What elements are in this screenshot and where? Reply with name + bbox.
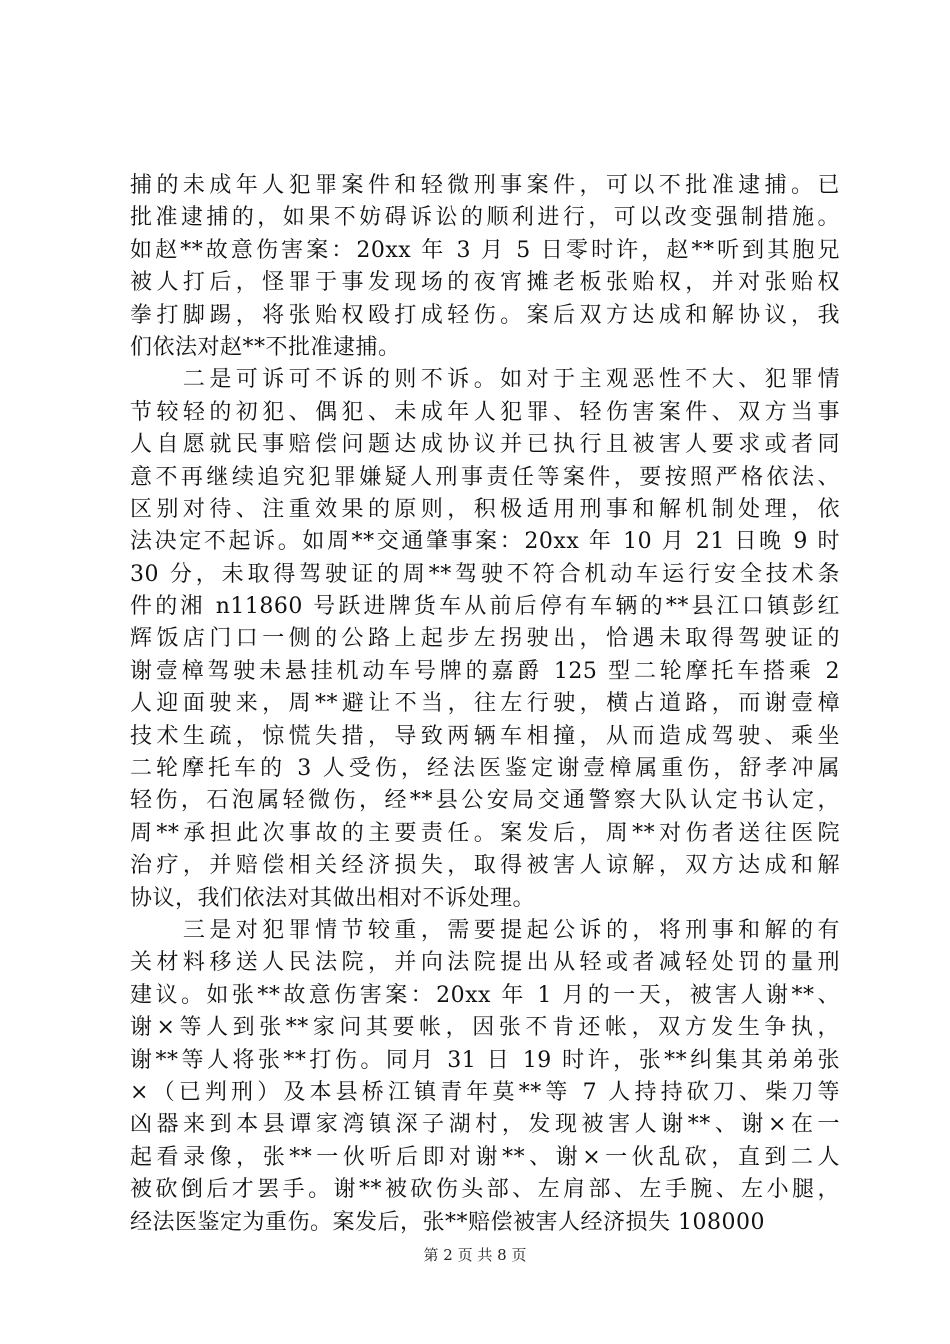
text-line: 轻伤，石泡属轻微伤，经**县公安局交通警察大队认定书认定，	[130, 788, 840, 814]
page-number-footer: 第 2 页 共 8 页	[423, 1246, 527, 1264]
text-line: 如赵**故意伤害案：20xx 年 3 月 5 日零时许，赵**听到其胞兄	[130, 237, 840, 263]
text-line: 人迎面驶来，周**避让不当，往左行驶，横占道路，而谢壹樟	[130, 691, 840, 717]
text-line: 经法医鉴定为重伤。案发后，张**赔偿被害人经济损失 108000	[130, 1209, 765, 1235]
text-line: 治疗，并赔偿相关经济损失，取得被害人谅解，双方达成和解	[130, 853, 840, 879]
text-line: 技术生疏，惊慌失措，导致两辆车相撞，从而造成驾驶、乘坐	[130, 723, 840, 749]
text-line: 辉饭店门口一侧的公路上起步左拐驶出，恰遇未取得驾驶证的	[130, 626, 840, 652]
text-line: 批准逮捕的，如果不妨碍诉讼的顺利进行，可以改变强制措施。	[130, 205, 840, 231]
text-line: 建议。如张**故意伤害案：20xx 年 1 月的一天，被害人谢**、	[130, 982, 840, 1008]
text-line: 们依法对赵**不批准逮捕。	[130, 334, 401, 360]
document-body	[130, 170, 840, 1239]
text-line: ×（已判刑）及本县桥江镇青年莫**等 7 人持持砍刀、柴刀等	[130, 1079, 840, 1105]
text-line: 协议，我们依法对其做出相对不诉处理。	[130, 885, 536, 911]
text-line: 谢**等人将张**打伤。同月 31 日 19 时许，张**纠集其弟弟张	[130, 1047, 840, 1073]
text-line: 30 分，未取得驾驶证的周**驾驶不符合机动车运行安全技术条	[130, 561, 840, 587]
text-line: 二轮摩托车的 3 人受伤，经法医鉴定谢壹樟属重伤，舒孝冲属	[130, 756, 840, 782]
text-line: 人自愿就民事赔偿问题达成协议并已执行且被害人要求或者同	[130, 432, 840, 458]
text-line: 三是对犯罪情节较重，需要提起公诉的，将刑事和解的有	[130, 917, 840, 943]
text-line: 谢×等人到张**家问其要帐，因张不肯还帐，双方发生争执，	[130, 1015, 840, 1041]
text-line: 被人打后，怪罪于事发现场的夜宵摊老板张贻权，并对张贻权	[130, 270, 840, 296]
text-line: 法决定不起诉。如周**交通肇事案：20xx 年 10 月 21 日晚 9 时	[130, 529, 840, 555]
text-line: 捕的未成年人犯罪案件和轻微刑事案件，可以不批准逮捕。已	[130, 173, 840, 198]
text-line: 谢壹樟驾驶未悬挂机动车号牌的嘉爵 125 型二轮摩托车搭乘 2	[130, 658, 840, 684]
text-line: 意不再继续追究犯罪嫌疑人刑事责任等案件，要按照严格依法、	[130, 464, 840, 490]
text-line: 关材料移送人民法院，并向法院提出从轻或者减轻处罚的量刑	[130, 950, 840, 976]
text-line: 二是可诉可不诉的则不诉。如对于主观恶性不大、犯罪情	[130, 367, 840, 393]
text-line: 周**承担此次事故的主要责任。案发后，周**对伤者送往医院	[130, 820, 840, 846]
text-line: 凶器来到本县谭家湾镇深子湖村，发现被害人谢**、谢×在一	[130, 1112, 840, 1138]
text-line: 起看录像，张**一伙听后即对谢**、谢×一伙乱砍，直到二人	[130, 1144, 840, 1170]
text-line: 拳打脚踢，将张贻权殴打成轻伤。案后双方达成和解协议，我	[130, 302, 840, 328]
text-line: 节较轻的初犯、偶犯、未成年人犯罪、轻伤害案件、双方当事	[130, 399, 840, 425]
text-line: 被砍倒后才罢手。谢**被砍伤头部、左肩部、左手腕、左小腿，	[130, 1177, 840, 1203]
text-line: 区别对待、注重效果的原则，积极适用刑事和解机制处理，依	[130, 496, 840, 522]
text-line: 件的湘 n11860 号跃进牌货车从前后停有车辆的**县江口镇彭红	[130, 594, 840, 620]
